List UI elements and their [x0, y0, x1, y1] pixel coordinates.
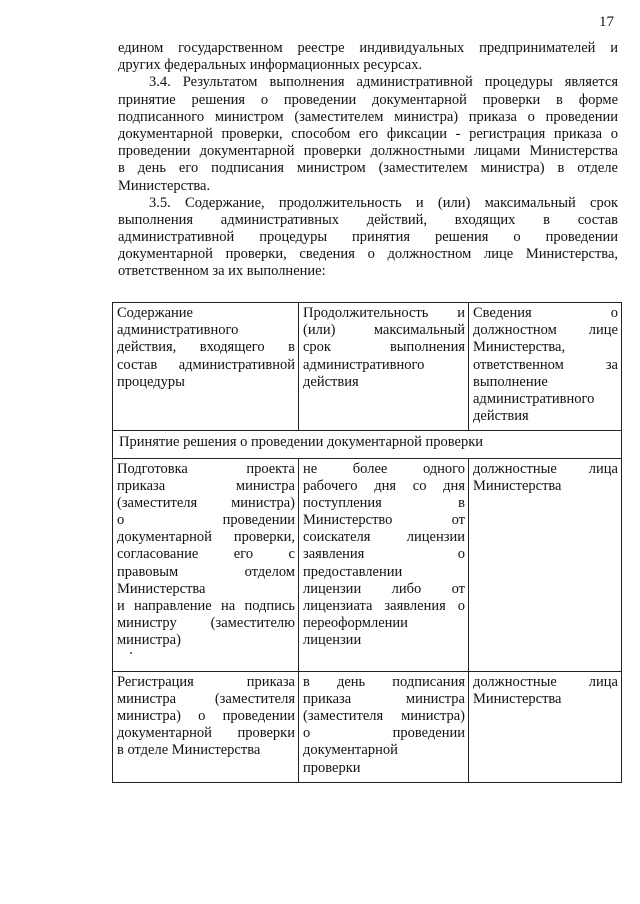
- text-line: ответственном за их выполнение:: [118, 263, 326, 280]
- text-line: Министерства.: [118, 177, 211, 194]
- cell-line: лицензии: [303, 632, 362, 649]
- cell-line: (или) максимальный: [303, 322, 465, 339]
- text-line: едином государственном реестре индивидуальных предпринимателей и: [118, 40, 618, 56]
- text-line: проведении документарной проверки должностными лицами Министерства: [118, 143, 618, 160]
- table-cell: [469, 671, 622, 782]
- table-row: [113, 671, 622, 782]
- paragraph: [118, 195, 618, 281]
- page-number: 17: [599, 14, 614, 30]
- text-line: 3.5. Содержание, продолжительность и (или) максимальный срок: [149, 194, 618, 211]
- cell-line: должностном лице: [473, 322, 618, 339]
- cell-line: в день подписания: [303, 673, 465, 690]
- cell-line: административного: [473, 390, 595, 407]
- cell-line: документарной проверки: [117, 725, 295, 742]
- body-text: [118, 40, 618, 281]
- cell-line: Министерства: [473, 477, 562, 494]
- cell-line: поступления в: [303, 494, 465, 511]
- table-cell: [113, 671, 299, 782]
- cell-line: Министерство от: [303, 512, 465, 529]
- table-cell: [113, 458, 299, 671]
- table-header-cell: [469, 303, 622, 431]
- text-line: документарной проверки, сведения о должностном лице Министерства,: [118, 246, 618, 263]
- text-line: документарной проверки, способом его фиксации - регистрация приказа о: [118, 125, 618, 142]
- cell-line: административного: [117, 322, 239, 339]
- table-cell: [299, 458, 469, 671]
- text-line: других федеральных информационных ресурсах.: [118, 57, 423, 74]
- text-line: административной процедуры принятия решения о проведении: [118, 229, 618, 246]
- paragraph: [118, 40, 618, 74]
- cell-line: срок выполнения: [303, 339, 465, 356]
- section-title: [113, 431, 622, 458]
- cell-line: должностные лица: [473, 673, 618, 690]
- cell-line: административного: [303, 356, 425, 373]
- cell-line: Министерства,: [473, 339, 566, 356]
- text-line: принятие решения о проведении документарной проверки в форме: [118, 91, 618, 108]
- cell-line: министру (заместителю: [117, 615, 295, 632]
- cell-line: Подготовка проекта: [117, 460, 295, 477]
- cell-line: рабочего дня со дня: [303, 477, 465, 494]
- cell-line: Министерства: [473, 690, 562, 707]
- cell-line: министра) о проведении: [117, 707, 295, 724]
- cell-line: Содержание: [117, 305, 193, 321]
- cell-line: действия, входящего в: [117, 339, 295, 356]
- cell-line: правовым отделом: [117, 563, 295, 580]
- section-title-text: Принятие решения о проведении документарной проверки: [119, 434, 484, 451]
- procedure-table: [112, 302, 622, 783]
- cell-line: (заместителя министра): [303, 707, 465, 724]
- cell-line: Регистрация приказа: [117, 673, 295, 690]
- cell-line: и направление на подпись: [117, 598, 295, 614]
- cell-line: не более одного: [303, 460, 465, 477]
- cell-line: согласование его с: [117, 546, 295, 563]
- cell-line: приказа министра: [303, 690, 465, 707]
- cell-line: Министерства: [117, 580, 206, 597]
- text-line: подписанного министром (заместителем министра) приказа о проведении: [118, 108, 618, 125]
- cell-line: должностные лица: [473, 460, 618, 477]
- cell-spacer: [303, 650, 465, 666]
- cell-line: состав административной: [117, 356, 295, 373]
- cell-line: о проведении: [303, 725, 465, 742]
- cell-line: министра (заместителя: [117, 690, 295, 707]
- table-row: [113, 458, 622, 671]
- cell-line: проверки: [303, 759, 361, 776]
- table-cell: [469, 458, 622, 671]
- cell-line: ответственном за: [473, 356, 618, 373]
- table-section-row: [113, 431, 622, 458]
- cell-line: министра): [117, 632, 181, 649]
- paragraph: [118, 74, 618, 194]
- cell-line: предоставлении: [303, 563, 403, 580]
- cell-line: (заместителя министра): [117, 494, 295, 511]
- cell-line: действия: [303, 373, 359, 390]
- cell-line: документарной: [303, 742, 398, 759]
- cell-line: Сведения о: [473, 305, 618, 321]
- cell-line: лицензиата заявления о: [303, 598, 465, 614]
- cell-line: соискателя лицензии: [303, 529, 465, 546]
- cell-line: процедуры: [117, 373, 185, 390]
- cell-line: выполнение: [473, 373, 548, 390]
- cell-spacer: [473, 495, 618, 511]
- cell-line: о проведении: [117, 512, 295, 529]
- scan-speck: [130, 652, 132, 654]
- cell-line: лицензии либо от: [303, 580, 465, 597]
- table-cell: [299, 671, 469, 782]
- cell-line: в отделе Министерства: [117, 742, 261, 759]
- cell-line: заявления о: [303, 546, 465, 563]
- text-line: в день его подписания министром (заместителем министра) в отделе: [118, 160, 618, 177]
- cell-spacer: [117, 650, 295, 666]
- cell-line: Продолжительность и: [303, 305, 465, 321]
- table-header-cell: [299, 303, 469, 431]
- cell-line: приказа министра: [117, 477, 295, 494]
- cell-line: документарной проверки,: [117, 529, 295, 546]
- text-line: выполнения административных действий, входящих в состав: [118, 211, 618, 228]
- cell-line: действия: [473, 408, 529, 425]
- table-header-row: [113, 303, 622, 431]
- table-header-cell: [113, 303, 299, 431]
- cell-line: переоформлении: [303, 615, 408, 632]
- text-line: 3.4. Результатом выполнения административной процедуры является: [149, 74, 618, 91]
